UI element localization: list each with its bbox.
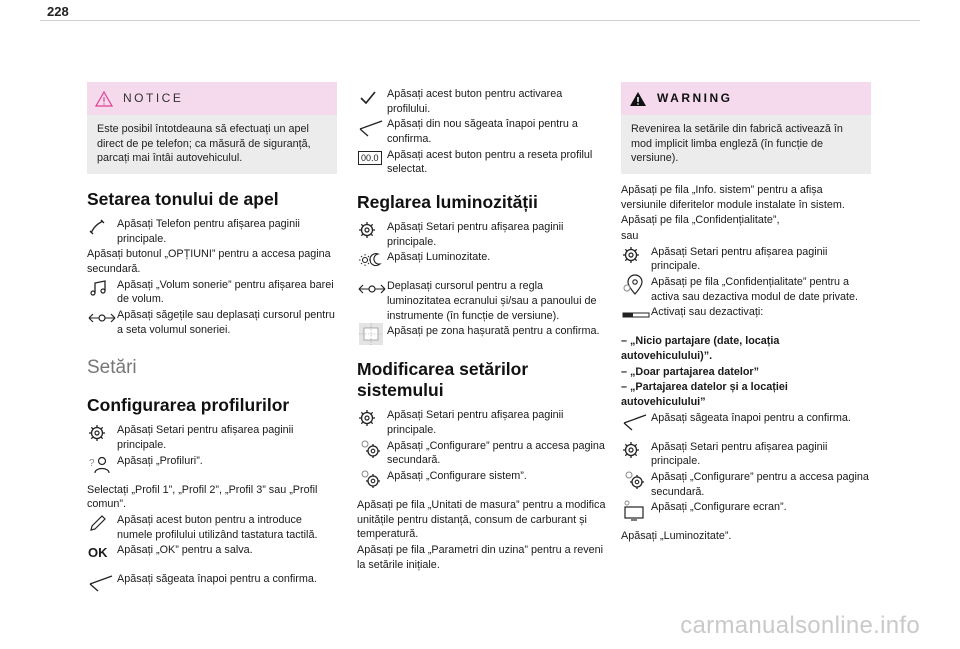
step-row	[357, 148, 607, 177]
step-text: Apăsați pe fila „Confidențialitate” pentru a activa sau dezactiva modul de date private.	[651, 276, 859, 303]
step-row	[621, 470, 871, 499]
paragraph: Apăsați pe fila „Info. sistem” pentru a afișa versiunile diferitelor module instalate în sistem.	[621, 184, 845, 211]
heading-ringtone: Setarea tonului de apel	[87, 189, 279, 210]
step-text: Apăsați „Volum sonerie” pentru afișarea barei de volum.	[117, 278, 334, 306]
step-text: Apăsați „Configurare” pentru a accesa pagina secundară.	[387, 439, 605, 467]
step-row	[357, 279, 607, 323]
notice-header	[87, 82, 337, 115]
step-text: Apăsați Telefon pentru afișarea paginii principale.	[117, 218, 300, 245]
step-text: Apăsați Setari pentru afișarea paginii principale.	[651, 245, 828, 273]
paragraph: Apăsați pe fila „Unitati de masura” pentru a modifica unitățile pentru distanță, consum de carburant și temperatură.	[357, 499, 606, 541]
step-text: Apăsați „Profiluri”.	[117, 454, 203, 467]
gear-icon	[357, 408, 387, 428]
step-text: Apăsați „OK” pentru a salva.	[117, 544, 253, 557]
step-text: Deplasați cursorul pentru a regla luminozitatea ecranului și/sau a panoului de instrumente (în funcție de versiune).	[387, 280, 597, 322]
ok-icon: OK	[88, 545, 108, 561]
step-text: Apăsați acest buton pentru a introduce numele profilului utilizând tastatura tactilă.	[117, 513, 318, 541]
step-row	[87, 217, 337, 246]
step-row	[357, 469, 607, 489]
step-text: Apăsați săgeata înapoi pentru a confirma.	[651, 411, 851, 424]
step-text: Apăsați Setari pentru afișarea paginii principale.	[387, 409, 564, 437]
step-row	[357, 408, 607, 437]
heading-system: Modificarea setărilor sistemului	[357, 359, 529, 401]
warning-title: WARNING	[657, 91, 733, 106]
warning-box	[621, 82, 871, 174]
step-row	[357, 117, 607, 146]
step-row	[357, 324, 607, 344]
step-text: Apăsați Setari pentru afișarea paginii principale.	[651, 440, 828, 468]
step-text: Apăsați Setari pentru afișarea paginii principale.	[117, 424, 294, 451]
page-number: 228	[47, 4, 69, 19]
back-arrow-icon	[357, 117, 387, 137]
slider-arrows-icon	[87, 308, 117, 328]
step-text: Apăsați săgețile sau deplasați cursorul pentru a seta volumul soneriei.	[117, 309, 335, 336]
step-row	[87, 454, 337, 474]
option-item: – „Nicio partajare (date, locația autovehiculului)”.	[621, 335, 780, 363]
heading-settings: Setări	[87, 357, 137, 379]
pencil-icon	[87, 513, 117, 533]
reset-icon	[357, 148, 387, 168]
heading-profiles: Configurarea profilurilor	[87, 395, 290, 416]
double-gear-icon	[357, 469, 387, 489]
notice-title: NOTICE	[123, 91, 184, 106]
gear-icon	[357, 220, 387, 240]
notice-text: Este posibil întotdeauna să efectuați un apel direct de pe telefon; ca măsură de siguranță, parcați mai întâi autovehiculul.	[87, 115, 337, 174]
step-text: Apăsați acest buton pentru a reseta profilul selectat.	[387, 148, 593, 176]
column-2	[357, 87, 607, 573]
step-text: Apăsați „Configurare” pentru a accesa pagina secundară.	[651, 471, 869, 498]
back-arrow-icon	[621, 411, 651, 431]
step-row	[357, 439, 607, 468]
step-text: Apăsați pe zona hașurată pentru a confirma.	[387, 325, 600, 338]
paragraph: Apăsați „Luminozitate”.	[621, 530, 732, 543]
paragraph: sau	[621, 230, 639, 243]
sun-moon-icon	[357, 250, 387, 270]
gear-icon	[87, 423, 117, 443]
screen-icon	[621, 500, 651, 520]
step-row	[621, 305, 871, 325]
paragraph: Apăsați pe fila „Confidențialitate”,	[621, 214, 780, 227]
step-text: Apăsați din nou săgeata înapoi pentru a confirma.	[387, 118, 578, 146]
profile-icon	[87, 454, 117, 474]
svg-text:?: ?	[89, 457, 95, 469]
option-item: – „Partajarea datelor și a locației autovehiculului”	[621, 381, 788, 409]
step-row	[621, 500, 871, 520]
gear-icon	[621, 440, 651, 460]
option-item: – „Doar partajarea datelor”	[621, 365, 760, 378]
step-row	[621, 275, 871, 304]
slider-arrows-icon	[357, 279, 387, 299]
step-row	[357, 220, 607, 249]
double-gear-icon	[357, 439, 387, 459]
paragraph: Apăsați pe fila „Parametri din uzina” pentru a reveni la setările inițiale.	[357, 544, 604, 571]
checkmark-icon	[357, 87, 387, 107]
step-row	[87, 543, 337, 563]
reset-glyph: 00.0	[358, 151, 382, 165]
music-note-icon	[87, 278, 117, 298]
warning-triangle-icon	[629, 91, 647, 107]
warning-header	[621, 82, 871, 115]
step-row	[87, 513, 337, 542]
step-row	[87, 572, 337, 592]
step-text: Apăsați acest buton pentru activarea profilului.	[387, 88, 563, 115]
step-row	[87, 423, 337, 452]
phone-icon	[87, 217, 117, 237]
back-arrow-icon	[87, 572, 117, 592]
step-row	[357, 87, 607, 116]
step-text: Apăsați săgeata înapoi pentru a confirma.	[117, 573, 317, 586]
step-row	[621, 411, 871, 431]
step-row	[621, 440, 871, 469]
step-row	[621, 245, 871, 274]
step-row	[87, 278, 337, 307]
column-1	[87, 82, 337, 593]
step-text: Apăsați „Configurare ecran”.	[651, 501, 787, 514]
warning-triangle-icon	[95, 91, 113, 107]
step-text: Activați sau dezactivați:	[651, 306, 764, 319]
paragraph: Apăsați butonul „OPȚIUNI” pentru a accesa pagina secundară.	[87, 248, 331, 276]
location-pin-icon	[621, 275, 651, 295]
step-row	[357, 250, 607, 270]
heading-brightness: Reglarea luminozității	[357, 192, 538, 213]
hatched-area-icon	[357, 324, 387, 344]
double-gear-icon	[621, 470, 651, 490]
step-text: Apăsați Luminozitate.	[387, 251, 491, 264]
column-3	[621, 82, 871, 545]
step-row	[87, 308, 337, 337]
notice-box	[87, 82, 337, 174]
step-text: Apăsați „Configurare sistem”.	[387, 470, 527, 483]
header-rule	[40, 20, 920, 21]
paragraph: Selectați „Profil 1”, „Profil 2”, „Profil 3” sau „Profil comun”.	[87, 483, 318, 511]
gear-icon	[621, 245, 651, 265]
watermark: carmanualsonline.info	[680, 612, 920, 639]
step-text: Apăsați Setari pentru afișarea paginii principale.	[387, 221, 564, 248]
toggle-icon	[621, 305, 651, 325]
warning-text: Revenirea la setările din fabrică activează în mod implicit limba engleză (în funcție de versiune).	[621, 115, 871, 174]
